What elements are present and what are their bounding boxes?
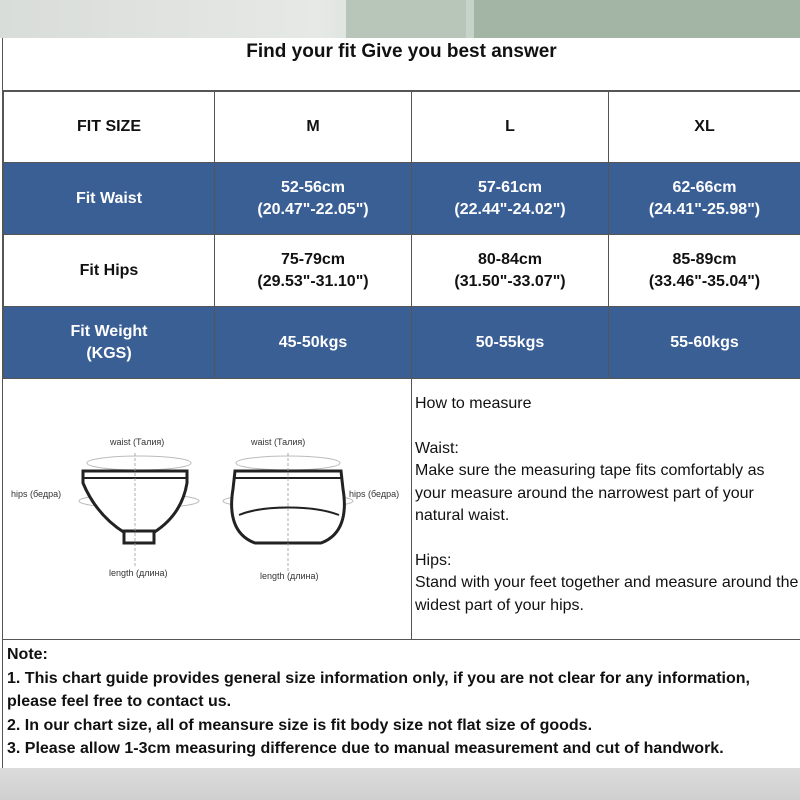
weight-l-cell: 50-55kgs [412, 307, 609, 379]
size-l-header: L [412, 92, 609, 163]
front-hips-label: hips (бедра) [11, 489, 62, 499]
measure-section [3, 375, 800, 640]
waist-title: Waist: [415, 439, 459, 457]
front-briefs-illustration [79, 453, 199, 567]
fit-weight-label [4, 307, 215, 379]
cell-inch: (33.46"-35.04") [648, 272, 761, 290]
fit-weight-label-text: Fit Weight [70, 322, 148, 340]
hips-title: Hips: [415, 551, 452, 569]
size-chart-sheet [2, 38, 800, 768]
fit-weight-row [4, 307, 800, 379]
measure-diagram [3, 375, 412, 639]
weight-xl-cell: 55-60kgs [609, 307, 800, 379]
chart-title-text: Find your fit Give you best answer [246, 41, 557, 62]
hips-l-cell [412, 235, 609, 307]
note-item-3: 3. Please allow 1-3cm measuring difference due to manual measurement and cut of handwork. [7, 740, 724, 757]
fit-hips-row [4, 235, 800, 307]
measure-heading: How to measure [415, 395, 532, 412]
waist-m-cell [215, 163, 412, 235]
hips-xl-cell [609, 235, 800, 307]
size-table [3, 91, 800, 379]
size-xl-header: XL [609, 92, 800, 163]
fit-size-label: FIT SIZE [4, 92, 215, 163]
background-panel [474, 0, 800, 38]
waist-text: Make sure the measuring tape fits comfortably as your measure around the narrowest part of your natural waist. [415, 462, 765, 524]
cell-cm: 52-56cm [280, 178, 346, 196]
background-top [0, 0, 800, 38]
cell-cm: 85-89cm [672, 250, 737, 268]
front-length-label: length (длина) [109, 568, 168, 578]
chart-title [3, 38, 800, 91]
cell-cm: 75-79cm [280, 250, 346, 268]
cell-cm: 80-84cm [477, 250, 543, 268]
cell-cm: 62-66cm [672, 178, 737, 196]
cell-cm: 57-61cm [477, 178, 543, 196]
underwear-diagram [3, 375, 411, 639]
fit-waist-label: Fit Waist [4, 163, 215, 235]
back-hips-label: hips (бедра) [349, 489, 400, 499]
front-waist-label: waist (Талия) [110, 437, 165, 447]
background-panel [346, 0, 466, 38]
hips-m-cell [215, 235, 412, 307]
waist-l-cell [412, 163, 609, 235]
hips-text: Stand with your feet together and measure around the widest part of your hips. [415, 574, 799, 614]
fit-weight-unit: (KGS) [86, 344, 132, 362]
waist-xl-cell [609, 163, 800, 235]
back-length-label: length (длина) [260, 571, 319, 581]
back-briefs-illustration [223, 453, 353, 571]
size-header-row [4, 92, 800, 163]
cell-inch: (24.41"-25.98") [648, 200, 761, 218]
back-waist-label: waist (Талия) [251, 437, 306, 447]
note-item-1: 1. This chart guide provides general size information only, if you are not clear for any information, please feel free to contact us. [7, 669, 750, 710]
cell-inch: (29.53"-31.10") [257, 272, 369, 290]
notes-title: Note: [7, 646, 48, 663]
weight-m-cell: 45-50kgs [215, 307, 412, 379]
cell-inch: (20.47"-22.05") [257, 200, 369, 218]
background-bottom [0, 768, 800, 800]
fit-hips-label: Fit Hips [4, 235, 215, 307]
measure-instructions [415, 393, 800, 617]
fit-waist-row [4, 163, 800, 235]
notes-section [7, 643, 797, 761]
cell-inch: (31.50"-33.07") [454, 272, 566, 290]
cell-inch: (22.44"-24.02") [454, 200, 566, 218]
size-m-header: M [215, 92, 412, 163]
note-item-2: 2. In our chart size, all of meansure size is fit body size not flat size of goods. [7, 716, 593, 734]
